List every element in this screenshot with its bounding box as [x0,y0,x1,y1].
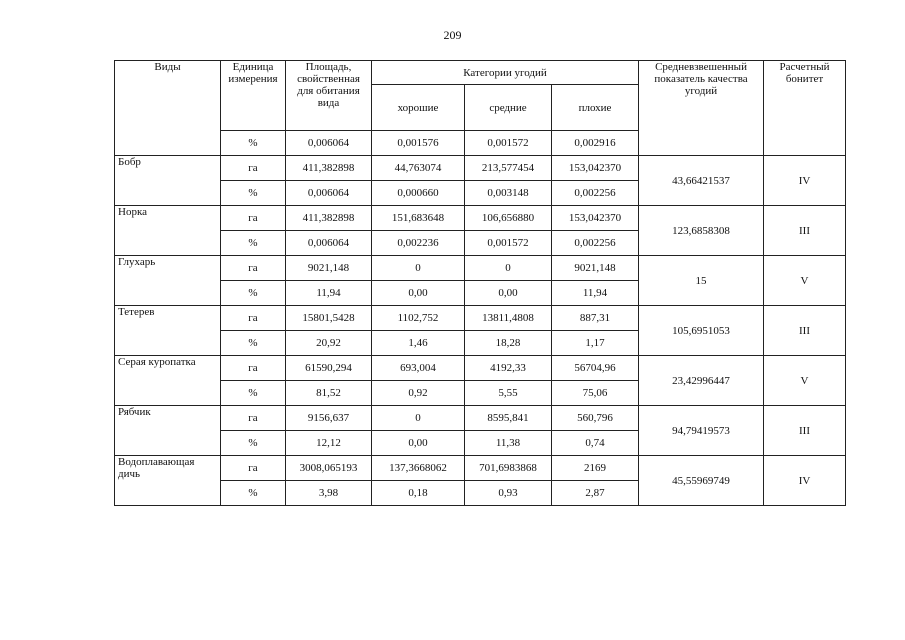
table-row [115,356,846,381]
cell-area: 0,006064 [286,231,372,256]
cell-bad: 2,87 [552,481,639,506]
cell-medium: 213,577454 [465,156,552,181]
header-species: Виды [115,61,221,156]
cell-bad: 1,17 [552,331,639,356]
bonitet-table [114,60,846,506]
cell-medium: 13811,4808 [465,306,552,331]
cell-bad: 153,042370 [552,206,639,231]
cell-area: 20,92 [286,331,372,356]
species-name: Норка [115,206,221,256]
cell-good: 1,46 [372,331,465,356]
cell-weighted: 94,79419573 [639,406,764,456]
cell-area: 411,382898 [286,206,372,231]
cell-good: 137,3668062 [372,456,465,481]
cell-unit: % [221,181,286,206]
header-row [115,61,846,85]
cell-area: 9156,637 [286,406,372,431]
cell-weighted: 123,6858308 [639,206,764,256]
species-name: Водоплавающая дичь [115,456,221,506]
cell-weighted: 105,6951053 [639,306,764,356]
cell-area: 12,12 [286,431,372,456]
table-row [115,406,846,431]
cell-good: 151,683648 [372,206,465,231]
cell-bad: 0,002916 [552,131,639,156]
cell-medium: 0,001572 [465,231,552,256]
cell-weighted: 45,55969749 [639,456,764,506]
cell-unit: га [221,306,286,331]
header-bad: плохие [552,85,639,131]
cell-bonitet: IV [764,156,846,206]
species-name: Глухарь [115,256,221,306]
cell-unit: % [221,331,286,356]
cell-good: 0,002236 [372,231,465,256]
cell-unit: % [221,481,286,506]
cell-medium: 18,28 [465,331,552,356]
cell-bad: 9021,148 [552,256,639,281]
cell-good: 0 [372,256,465,281]
cell-medium: 0,00 [465,281,552,306]
cell-area: 3008,065193 [286,456,372,481]
cell-bad: 560,796 [552,406,639,431]
cell-weighted: 15 [639,256,764,306]
header-area: Площадь, свойственная для обитания вида [286,61,372,131]
table-row [115,256,846,281]
cell-area: 81,52 [286,381,372,406]
cell-area: 11,94 [286,281,372,306]
cell-medium: 106,656880 [465,206,552,231]
cell-area: 15801,5428 [286,306,372,331]
cell-good: 0,18 [372,481,465,506]
cell-area: 9021,148 [286,256,372,281]
table-row [115,456,846,481]
cell-bad: 0,74 [552,431,639,456]
cell-bonitet: V [764,256,846,306]
cell-unit: % [221,431,286,456]
cell-bad: 0,002256 [552,181,639,206]
cell-area: 0,006064 [286,181,372,206]
cell-area: 0,006064 [286,131,372,156]
cell-unit: га [221,206,286,231]
cell-unit: % [221,231,286,256]
cell-unit: % [221,381,286,406]
header-good: хорошие [372,85,465,131]
cell-good: 0,001576 [372,131,465,156]
cell-medium: 8595,841 [465,406,552,431]
cell-bad: 75,06 [552,381,639,406]
species-name: Бобр [115,156,221,206]
header-bonitet: Расчетный бонитет [764,61,846,156]
cell-weighted: 43,66421537 [639,156,764,206]
cell-good: 0 [372,406,465,431]
cell-medium: 5,55 [465,381,552,406]
cell-medium: 701,6983868 [465,456,552,481]
table-row [115,206,846,231]
species-name: Тетерев [115,306,221,356]
species-name: Серая куропатка [115,356,221,406]
table-row [115,306,846,331]
cell-medium: 0,93 [465,481,552,506]
cell-unit: га [221,256,286,281]
cell-weighted: 23,42996447 [639,356,764,406]
header-categories: Категории угодий [372,61,639,85]
cell-unit: га [221,356,286,381]
cell-good: 44,763074 [372,156,465,181]
page-number: 209 [443,28,462,42]
cell-good: 0,00 [372,431,465,456]
cell-medium: 4192,33 [465,356,552,381]
cell-bad: 2169 [552,456,639,481]
cell-bad: 11,94 [552,281,639,306]
cell-medium: 0 [465,256,552,281]
header-unit: Единица измерения [221,61,286,131]
cell-good: 0,00 [372,281,465,306]
cell-bad: 0,002256 [552,231,639,256]
header-weighted: Средневзвешенный показатель качества угодий [639,61,764,156]
cell-unit: га [221,156,286,181]
cell-bonitet: III [764,306,846,356]
cell-unit: % [221,131,286,156]
cell-area: 411,382898 [286,156,372,181]
cell-bad: 56704,96 [552,356,639,381]
cell-medium: 0,003148 [465,181,552,206]
cell-area: 3,98 [286,481,372,506]
cell-good: 0,000660 [372,181,465,206]
cell-area: 61590,294 [286,356,372,381]
cell-medium: 0,001572 [465,131,552,156]
cell-unit: га [221,406,286,431]
cell-good: 0,92 [372,381,465,406]
cell-bonitet: III [764,206,846,256]
cell-medium: 11,38 [465,431,552,456]
cell-bonitet: III [764,406,846,456]
cell-good: 1102,752 [372,306,465,331]
cell-bonitet: V [764,356,846,406]
cell-unit: % [221,281,286,306]
cell-bonitet: IV [764,456,846,506]
cell-bad: 153,042370 [552,156,639,181]
table-row [115,156,846,181]
species-name: Рябчик [115,406,221,456]
cell-good: 693,004 [372,356,465,381]
cell-unit: га [221,456,286,481]
header-medium: средние [465,85,552,131]
cell-bad: 887,31 [552,306,639,331]
